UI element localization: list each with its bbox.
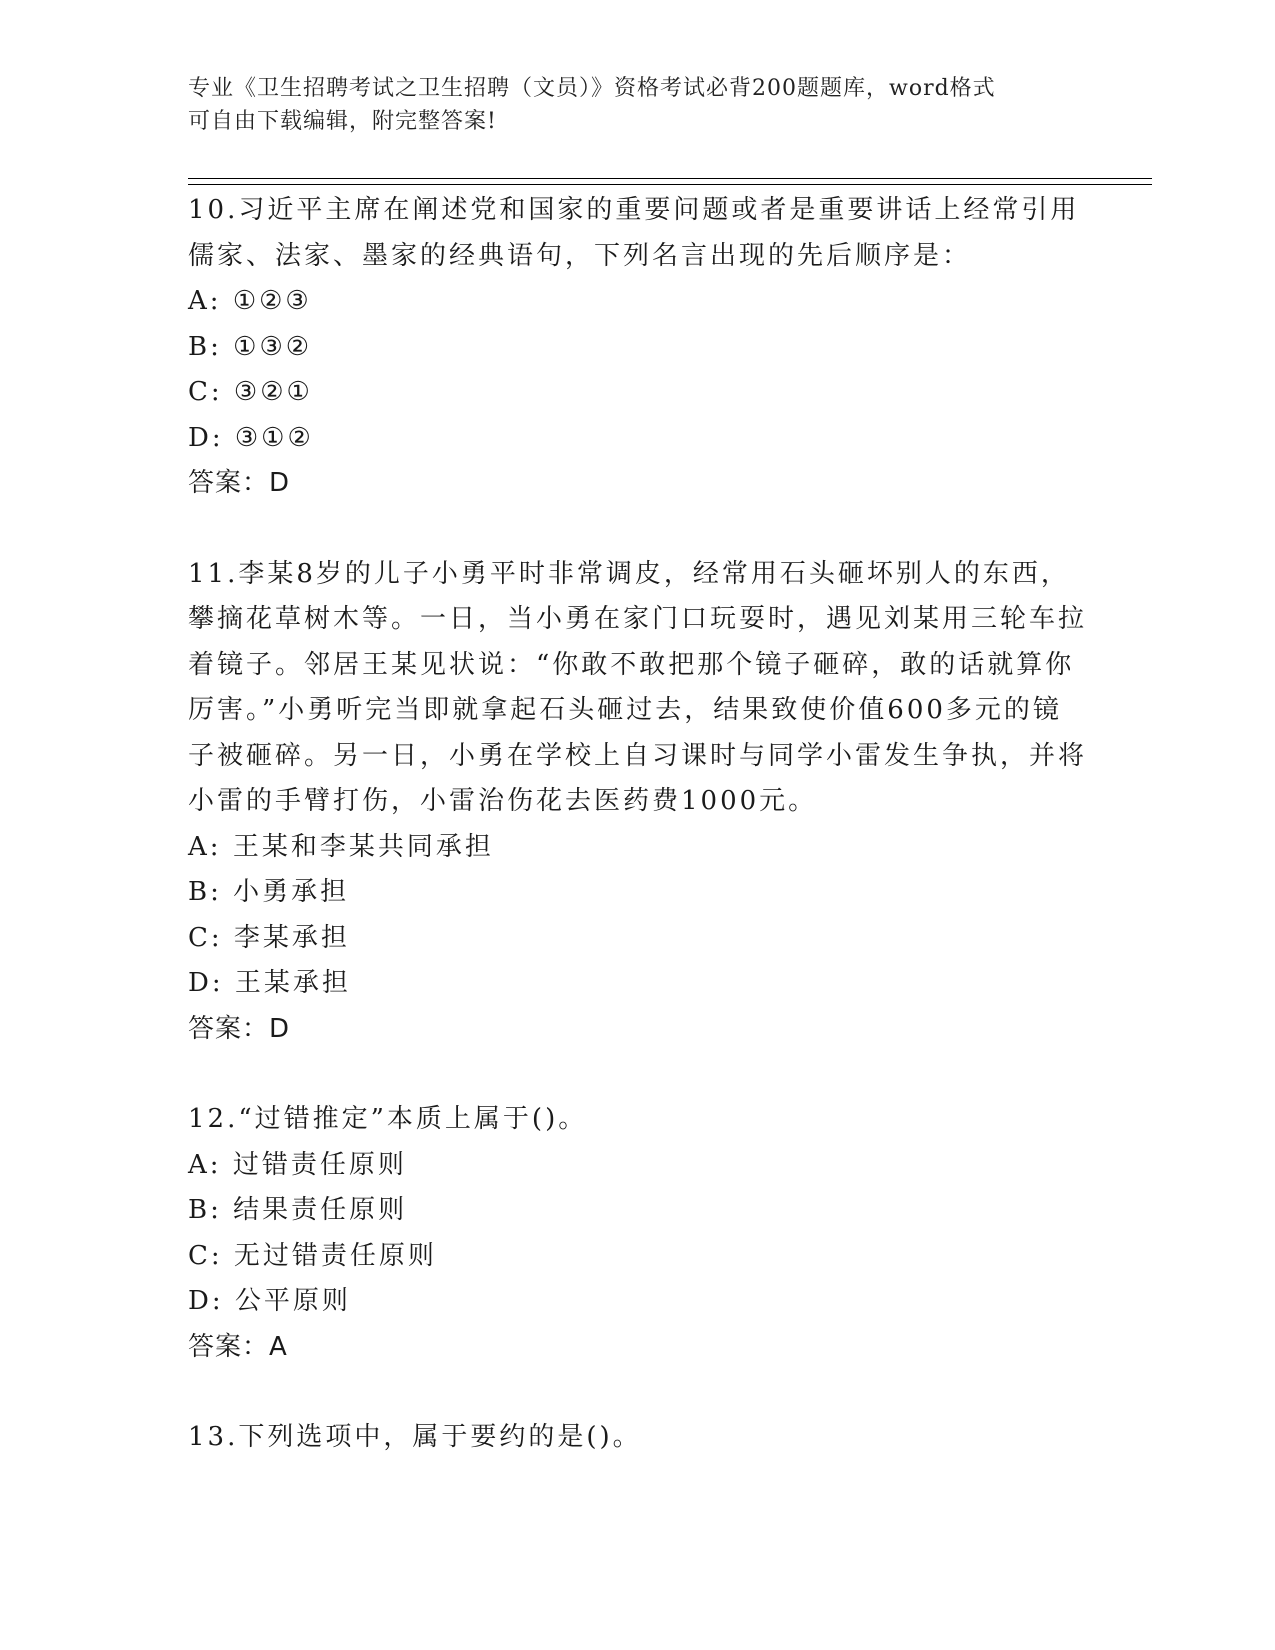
question-stem: 11.李某8岁的儿子小勇平时非常调皮，经常用石头砸坏别人的东西，攀摘花草树木等。一日，当小勇在家门口玩耍时，遇见刘某用三轮车拉着镜子。邻居王某见状说：“你敢不敢把那个镜子砸碎，敢的话就算你厉害。”小勇听完当即就拿起石头砸过去，结果致使价值600多元的镜子被砸碎。另一日，小勇在学校上自习课时与同学小雷发生争执，并将小雷的手臂打伤，小雷治伤花去医药费1000元。: [188, 558, 1088, 816]
header-rule-top: [188, 178, 1152, 179]
option-letter: D:: [188, 422, 224, 453]
option-b: [188, 1188, 1088, 1234]
spacer: [188, 507, 1088, 552]
option-text: ①③②: [233, 331, 313, 362]
option-text: 公平原则: [234, 1286, 351, 1316]
option-c: [188, 1234, 1088, 1280]
option-b: [188, 870, 1088, 916]
option-text: 过错责任原则: [232, 1149, 407, 1180]
option-letter: A:: [188, 286, 222, 316]
option-letter: B:: [188, 331, 222, 362]
option-text: 小勇承担: [233, 877, 350, 907]
question-10: [188, 188, 1088, 507]
option-letter: C:: [188, 1240, 223, 1271]
option-d: [188, 961, 1088, 1007]
option-text: ①②③: [232, 286, 312, 316]
option-c: [188, 916, 1088, 962]
question-stem: 12.“过错推定”本质上属于()。: [188, 1104, 588, 1134]
header-rule-bottom: [188, 184, 1152, 185]
option-letter: A:: [188, 1149, 222, 1180]
question-stem: 13.下列选项中，属于要约的是()。: [188, 1422, 642, 1452]
question-stem: 10.习近平主席在阐述党和国家的重要问题或者是重要讲话上经常引用儒家、法家、墨家的经典语句，下列名言出现的先后顺序是：: [188, 195, 1080, 271]
question-list: [188, 188, 1088, 1461]
answer-line: 答案：D: [188, 468, 291, 498]
option-letter: B:: [188, 1195, 222, 1225]
question-11: [188, 552, 1088, 1053]
spacer: [188, 1052, 1088, 1097]
option-text: ③①②: [234, 422, 314, 453]
option-text: 无过错责任原则: [233, 1240, 437, 1271]
option-text: 结果责任原则: [233, 1195, 408, 1225]
option-a: [188, 279, 1088, 325]
option-text: 王某和李某共同承担: [232, 831, 494, 862]
header-line-2: 可自由下载编辑，附完整答案!: [188, 109, 497, 134]
header-line-1: 专业《卫生招聘考试之卫生招聘（文员）》资格考试必背200题题库，word格式: [188, 76, 996, 101]
option-text: 王某承担: [234, 968, 351, 998]
option-text: 李某承担: [233, 922, 350, 953]
option-d: [188, 416, 1088, 462]
option-d: [188, 1279, 1088, 1325]
answer-line: 答案：D: [188, 1013, 291, 1044]
option-a: [188, 825, 1088, 871]
answer-line: 答案：A: [188, 1331, 288, 1362]
option-c: [188, 370, 1088, 416]
option-letter: D:: [188, 1286, 224, 1316]
option-b: [188, 325, 1088, 371]
option-text: ③②①: [233, 377, 313, 407]
document-header: [188, 72, 1068, 138]
question-13: [188, 1415, 1088, 1461]
option-letter: B:: [188, 877, 222, 907]
option-letter: C:: [188, 922, 223, 953]
option-letter: C:: [188, 377, 223, 407]
question-12: [188, 1097, 1088, 1370]
option-letter: D:: [188, 968, 224, 998]
option-letter: A:: [188, 831, 222, 862]
option-a: [188, 1143, 1088, 1189]
spacer: [188, 1370, 1088, 1415]
